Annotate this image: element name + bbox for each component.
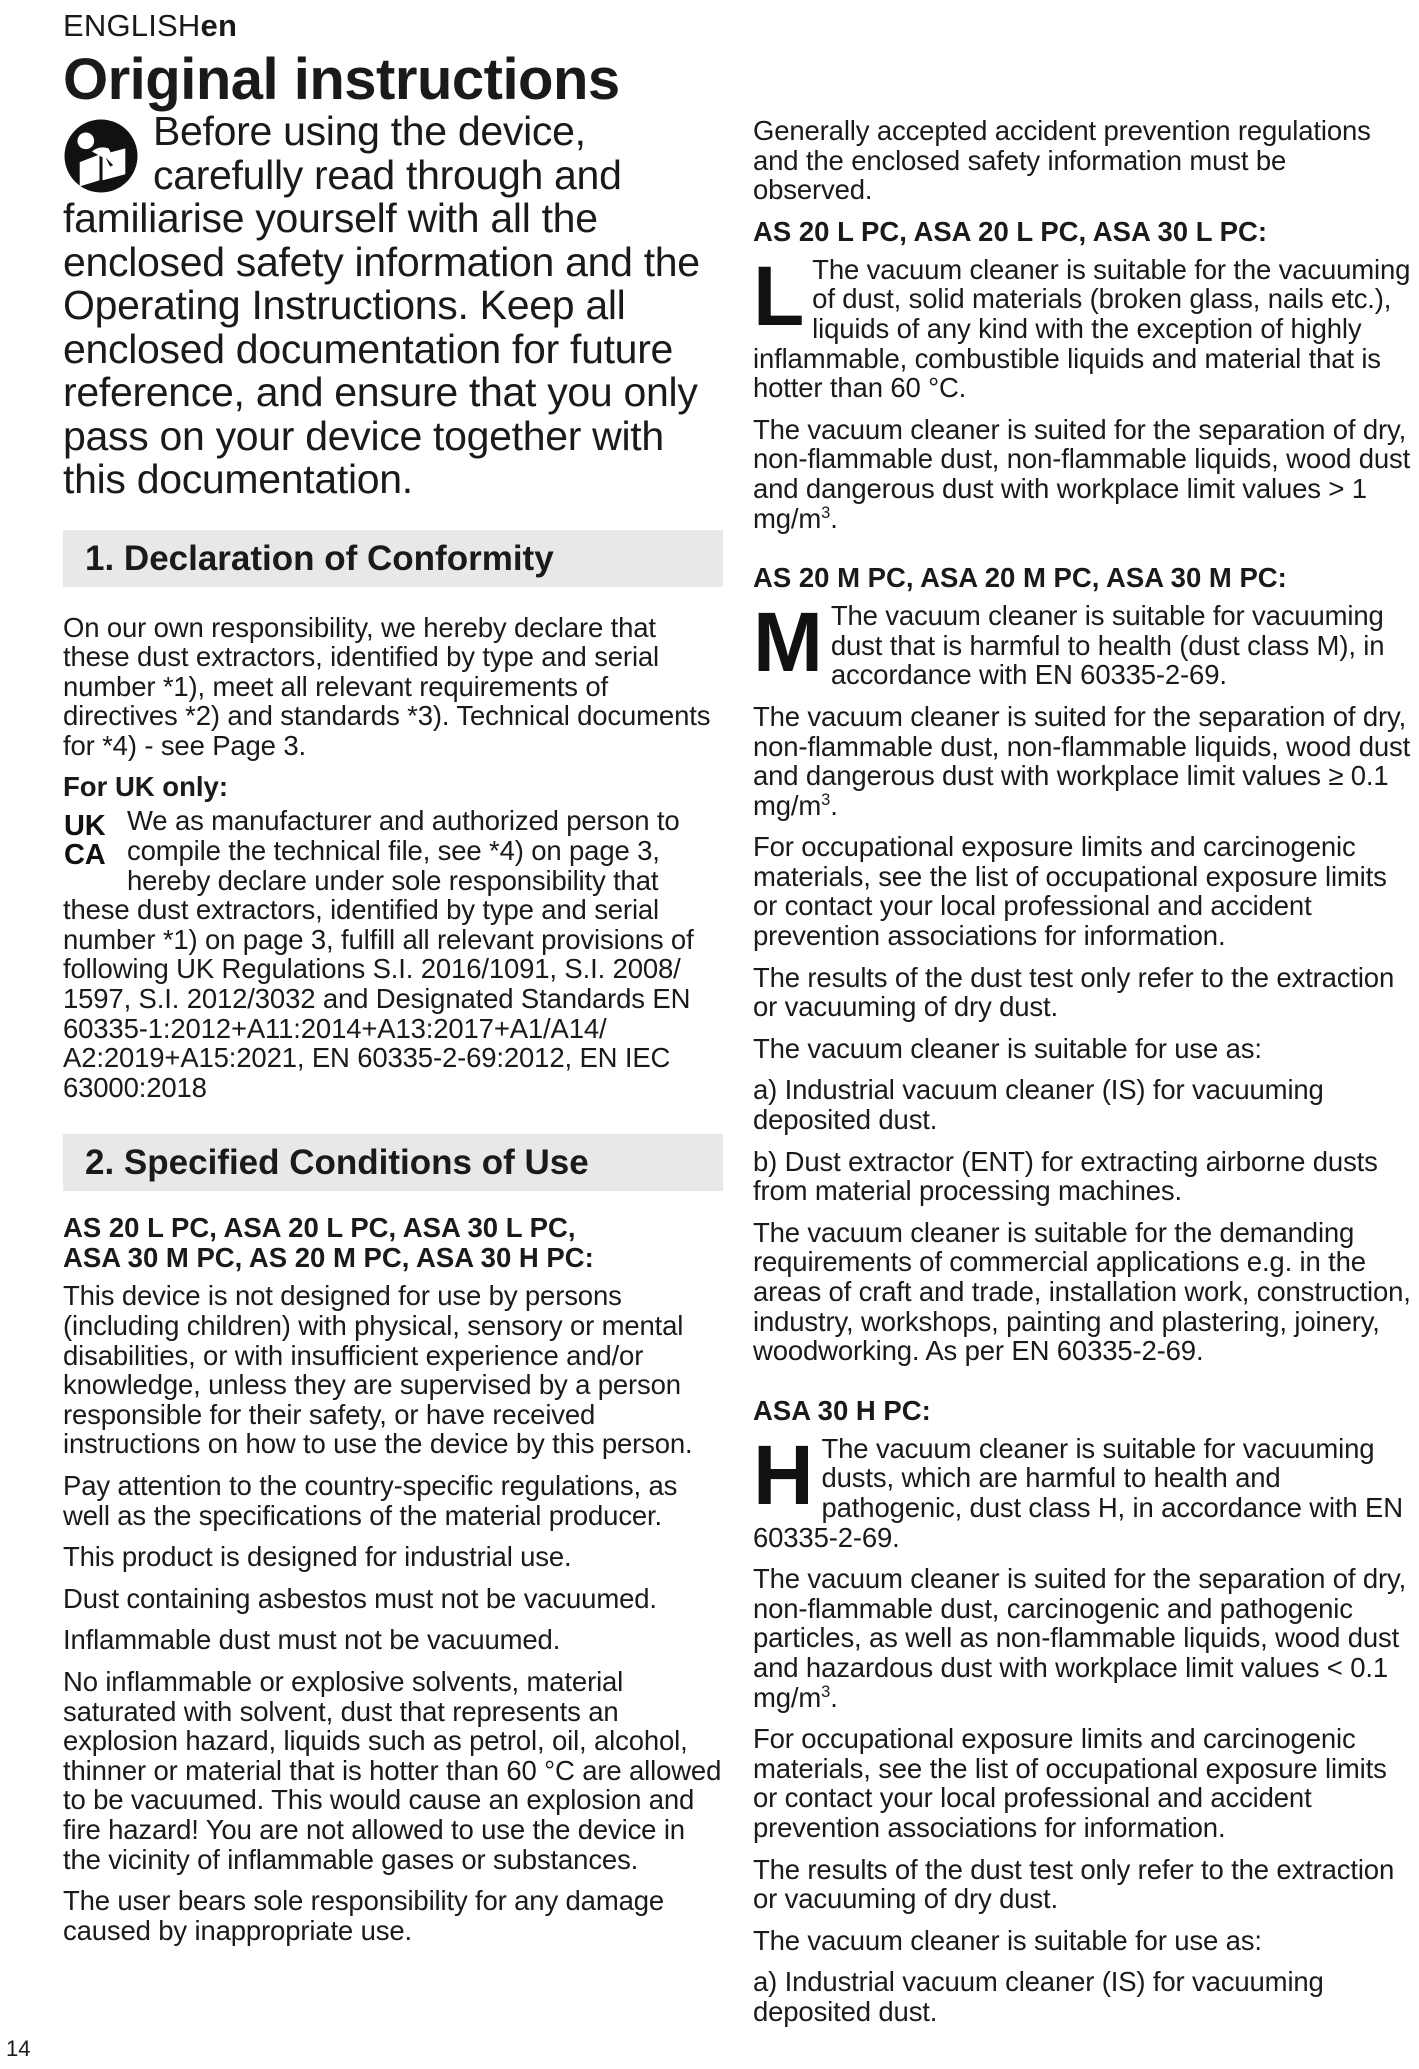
models-heading: AS 20 L PC, ASA 20 L PC, ASA 30 L PC, ASA 30 M PC, AS 20 M PC, ASA 30 H PC:: [63, 1212, 594, 1274]
m-paragraph: The vacuum cleaner is suitable for the demanding requirements of commercial applications e.g. in the areas of craft and trade, installation work, construction, industry, workshops, painting and plastering, joinery, woodworking. As per EN 60335-2-69.: [753, 1216, 1411, 1367]
m-paragraph: a) Industrial vacuum cleaner (IS) for vacuuming deposited dust.: [753, 1074, 1324, 1136]
svg-text:CA: CA: [64, 839, 106, 867]
dust-class-m-icon: M: [753, 595, 823, 690]
section-heading-conditions: 2. Specified Conditions of Use: [63, 1134, 723, 1191]
conditions-paragraph: This product is designed for industrial use.: [63, 1541, 572, 1573]
conditions-paragraph: No inflammable or explosive solvents, material saturated with solvent, dust that represents an explosion hazard, liquids such as petrol, oil, alcohol, thinner or material that is hotter than 60 °C are allowed to be vacuumed. This would cause an explosion and fire hazard! You are not allowed to use the device in the vicinity of inflammable gases or substances.: [63, 1665, 722, 1875]
left-column: [63, 110, 723, 1957]
conditions-paragraph: The user bears sole responsibility for any damage caused by inappropriate use.: [63, 1885, 665, 1946]
m-class-text: M The vacuum cleaner is suitable for vacuuming dust that is harmful to health (dust class M), in accordance with EN 60335-2-69.: [753, 595, 1385, 691]
h-class-text: H The vacuum cleaner is suitable for vacuuming dusts, which are harmful to health and pathogenic, dust class H, in accordance with EN 60335-2-69.: [753, 1427, 1403, 1553]
h-paragraph: a) Industrial vacuum cleaner (IS) for vacuuming deposited dust.: [753, 1966, 1324, 2027]
l-class-text: L The vacuum cleaner is suitable for the vacuuming of dust, solid materials (broken glass, nails etc.), liquids of any kind with the exception of highly inflammable, combustible liquids and material that is hotter than 60 °C.: [753, 248, 1411, 404]
conditions-paragraph: This device is not designed for use by persons (including children) with physical, sensory or mental disabilities, or with insufficient experience and/or knowledge, unless they are supervised by a person responsible for their safety, or have received instructions on how to use the device by this person.: [63, 1280, 693, 1460]
dust-class-l-icon: L: [753, 248, 805, 343]
read-manual-icon: [63, 118, 139, 194]
m-separation-text: The vacuum cleaner is suited for the separation of dry, non-flammable dust, non-flammable liquids, wood dust and dangerous dust with workplace limit values ≥ 0.1 $mg/m^3$.: [753, 700, 1411, 821]
m-class-heading: AS 20 M PC, ASA 20 M PC, ASA 30 M PC:: [753, 562, 1287, 594]
language-label: ENGLISHen: [63, 8, 238, 43]
page-number: 14: [6, 2036, 31, 2061]
h-paragraph: For occupational exposure limits and carcinogenic materials, see the list of occupational exposure limits or contact your local professional and accident prevention associations for information.: [753, 1723, 1387, 1843]
conditions-paragraph: Pay attention to the country-specific regulations, as well as the specifications of the material producer.: [63, 1469, 678, 1531]
right-column: [753, 116, 1413, 2038]
l-class-heading: AS 20 L PC, ASA 20 L PC, ASA 30 L PC:: [753, 215, 1268, 247]
general-regulations-text: Generally accepted accident prevention regulations and the enclosed safety information must be observed.: [753, 115, 1371, 206]
h-separation-text: The vacuum cleaner is suited for the separation of dry, non-flammable dust, carcinogenic and pathogenic particles, as well as non-flammable liquids, wood dust and hazardous dust with workplace limit values < 0.1 $mg/m^3$.: [753, 1563, 1407, 1713]
intro-text: Before using the device, carefully read through and familiarise yourself with all the enclosed safety information and the Operating Instructions. Keep all enclosed documentation for future reference, and ensure that you only pass on your device together with this documentation.: [63, 108, 700, 502]
l-separation-text: The vacuum cleaner is suited for the separation of dry, non-flammable dust, non-flammable liquids, wood dust and dangerous dust with workplace limit values > 1 $mg/m^3$.: [753, 413, 1411, 534]
uk-declaration-text: UK CA We as manufacturer and authorized person to compile the technical file, see *4) on page 3, hereby declare under sole responsibility that these dust extractors, identified by type and serial number *1) on page 3, fulfill all relevant provisions of following UK Regulations S.I. 2016/1091, S.I. 2008/ 1597, S.I. 2012/3032 and Designated Standards EN 60335-1:2012+A11:2014+A13:2017+A1/A14/ A2:2019+A15:2021, EN 60335-2-69:2012, EN IEC 63000:2018: [63, 805, 694, 1103]
conditions-paragraph: Dust containing asbestos must not be vacuumed.: [63, 1582, 657, 1614]
declaration-text: On our own responsibility, we hereby declare that these dust extractors, identified by type and serial number *1), meet all relevant requirements of directives *2) and standards *3). Technical documents for *4) - see Page 3.: [63, 611, 711, 761]
m-paragraph: The results of the dust test only refer to the extraction or vacuuming of dry dust.: [753, 961, 1395, 1023]
ukca-mark-icon: [63, 810, 121, 866]
m-paragraph: The vacuum cleaner is suitable for use as:: [753, 1032, 1262, 1064]
uk-heading: For UK only:: [63, 771, 228, 803]
dust-class-h-icon: H: [753, 1427, 814, 1522]
section-heading-declaration: 1. Declaration of Conformity: [63, 530, 723, 587]
conditions-paragraph: Inflammable dust must not be vacuumed.: [63, 1624, 561, 1656]
m-paragraph: b) Dust extractor (ENT) for extracting airborne dusts from material processing machines.: [753, 1145, 1378, 1207]
h-paragraph: The results of the dust test only refer to the extraction or vacuuming of dry dust.: [753, 1853, 1395, 1915]
page-title: Original instructions: [63, 47, 620, 112]
svg-text:UK: UK: [64, 810, 106, 843]
h-paragraph: The vacuum cleaner is suitable for use as:: [753, 1924, 1262, 1956]
h-class-heading: ASA 30 H PC:: [753, 1394, 931, 1426]
m-paragraph: For occupational exposure limits and carcinogenic materials, see the list of occupational exposure limits or contact your local professional and accident prevention associations for information.: [753, 831, 1387, 952]
